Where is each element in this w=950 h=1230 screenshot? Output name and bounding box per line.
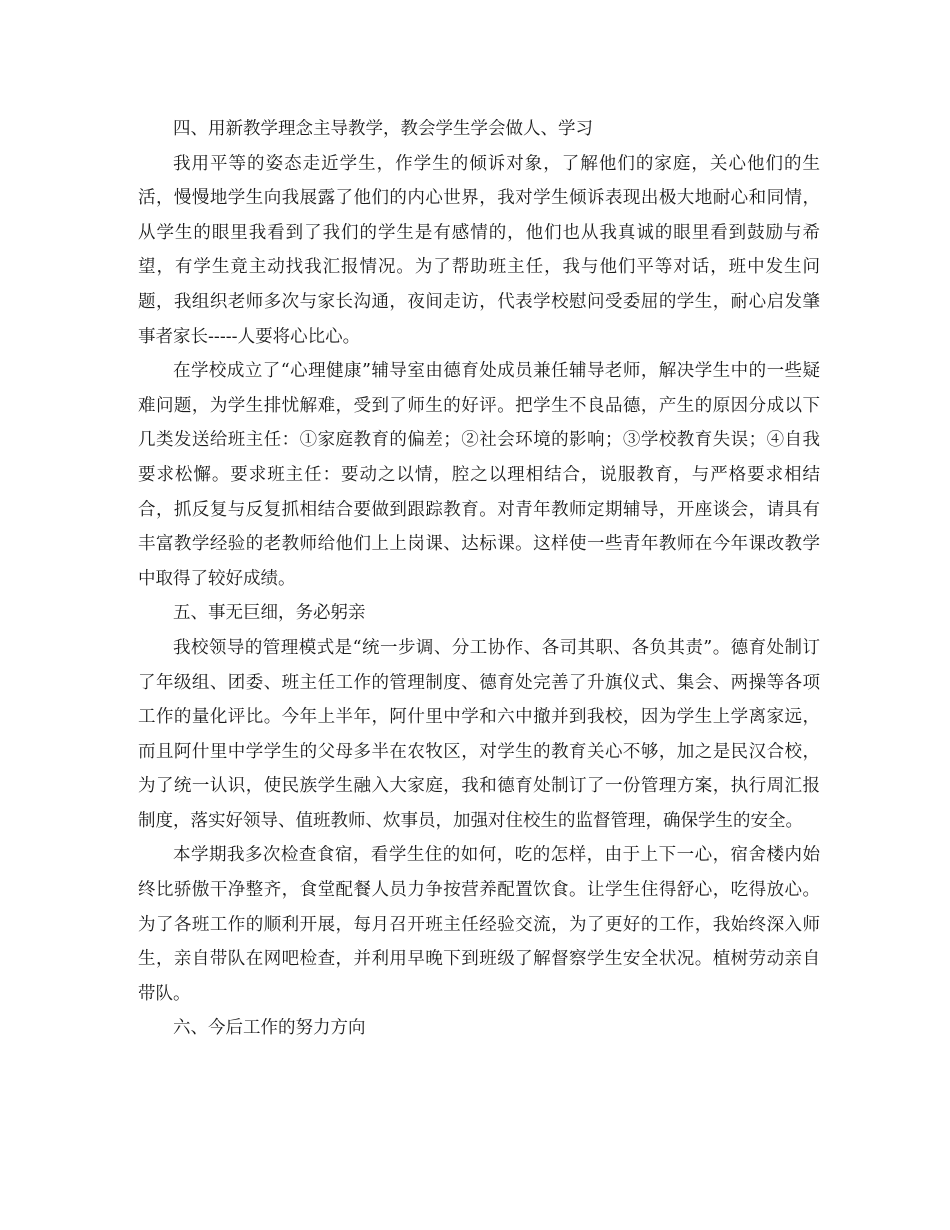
document-body: [138, 112, 820, 1046]
paragraph-inspection: 本学期我多次检查食宿，看学生住的如何，吃的怎样，由于上下一心，宿舍楼内始终比骄傲干净整齐，食堂配餐人员力争按营养配置饮食。让学生住得舒心，吃得放心。为了各班工作的顺利开展，每月召开班主任经验交流，为了更好的工作，我始终深入师生，亲自带队在网吧检查，并利用早晚下到班级了解督察学生安全状况。植树劳动亲自带队。: [138, 845, 820, 1004]
paragraph-management-model: 我校领导的管理模式是“统一步调、分工协作、各司其职、各负其责”。德育处制订了年级组、团委、班主任工作的管理制度、德育处完善了升旗仪式、集会、两操等各项工作的量化评比。今年上半年，阿什里中学和六中撤并到我校，因为学生上学离家远，而且阿什里中学学生的父母多半在农牧区，对学生的教育关心不够，加之是民汉合校，为了统一认识，使民族学生融入大家庭，我和德育处制订了一份管理方案，执行周汇报制度，落实好领导、值班教师、炊事员，加强对住校生的监督管理，确保学生的安全。: [138, 637, 820, 831]
section-heading-5: 五、事无巨细，务必躬亲: [173, 603, 366, 624]
section-heading-6: 六、今后工作的努力方向: [173, 1018, 366, 1039]
section-heading-4: 四、用新教学理念主导教学，教会学生学会做人、学习: [173, 119, 593, 139]
paragraph-student-communication: 我用平等的姿态走近学生，作学生的倾诉对象，了解他们的家庭，关心他们的生活，慢慢地学生向我展露了他们的内心世界，我对学生倾诉表现出极大地耐心和同情，从学生的眼里我看到了我们的学生是有感情的，他们也从我真诚的眼里看到鼓励与希望，有学生竟主动找我汇报情况。为了帮助班主任，我与他们平等对话，班中发生问题，我组织老师多次与家长沟通，夜间走访，代表学校慰问受委屈的学生，耐心启发肇事者家长-----人要将心比心。: [138, 153, 820, 347]
paragraph-mental-health: 在学校成立了“心理健康”辅导室由德育处成员兼任辅导老师，解决学生中的一些疑难问题，为学生排忧解难，受到了师生的好评。把学生不良品德，产生的原因分成以下几类发送给班主任：①家庭教育的偏差；②社会环境的影响；③学校教育失误；④自我要求松懈。要求班主任：要动之以情，腔之以理相结合，说服教育，与严格要求相结合，抓反复与反复抓相结合要做到跟踪教育。对青年教师定期辅导，开座谈会，请具有丰富教学经验的老教师给他们上上岗课、达标课。这样使一些青年教师在今年课改教学中取得了较好成绩。: [138, 361, 820, 589]
